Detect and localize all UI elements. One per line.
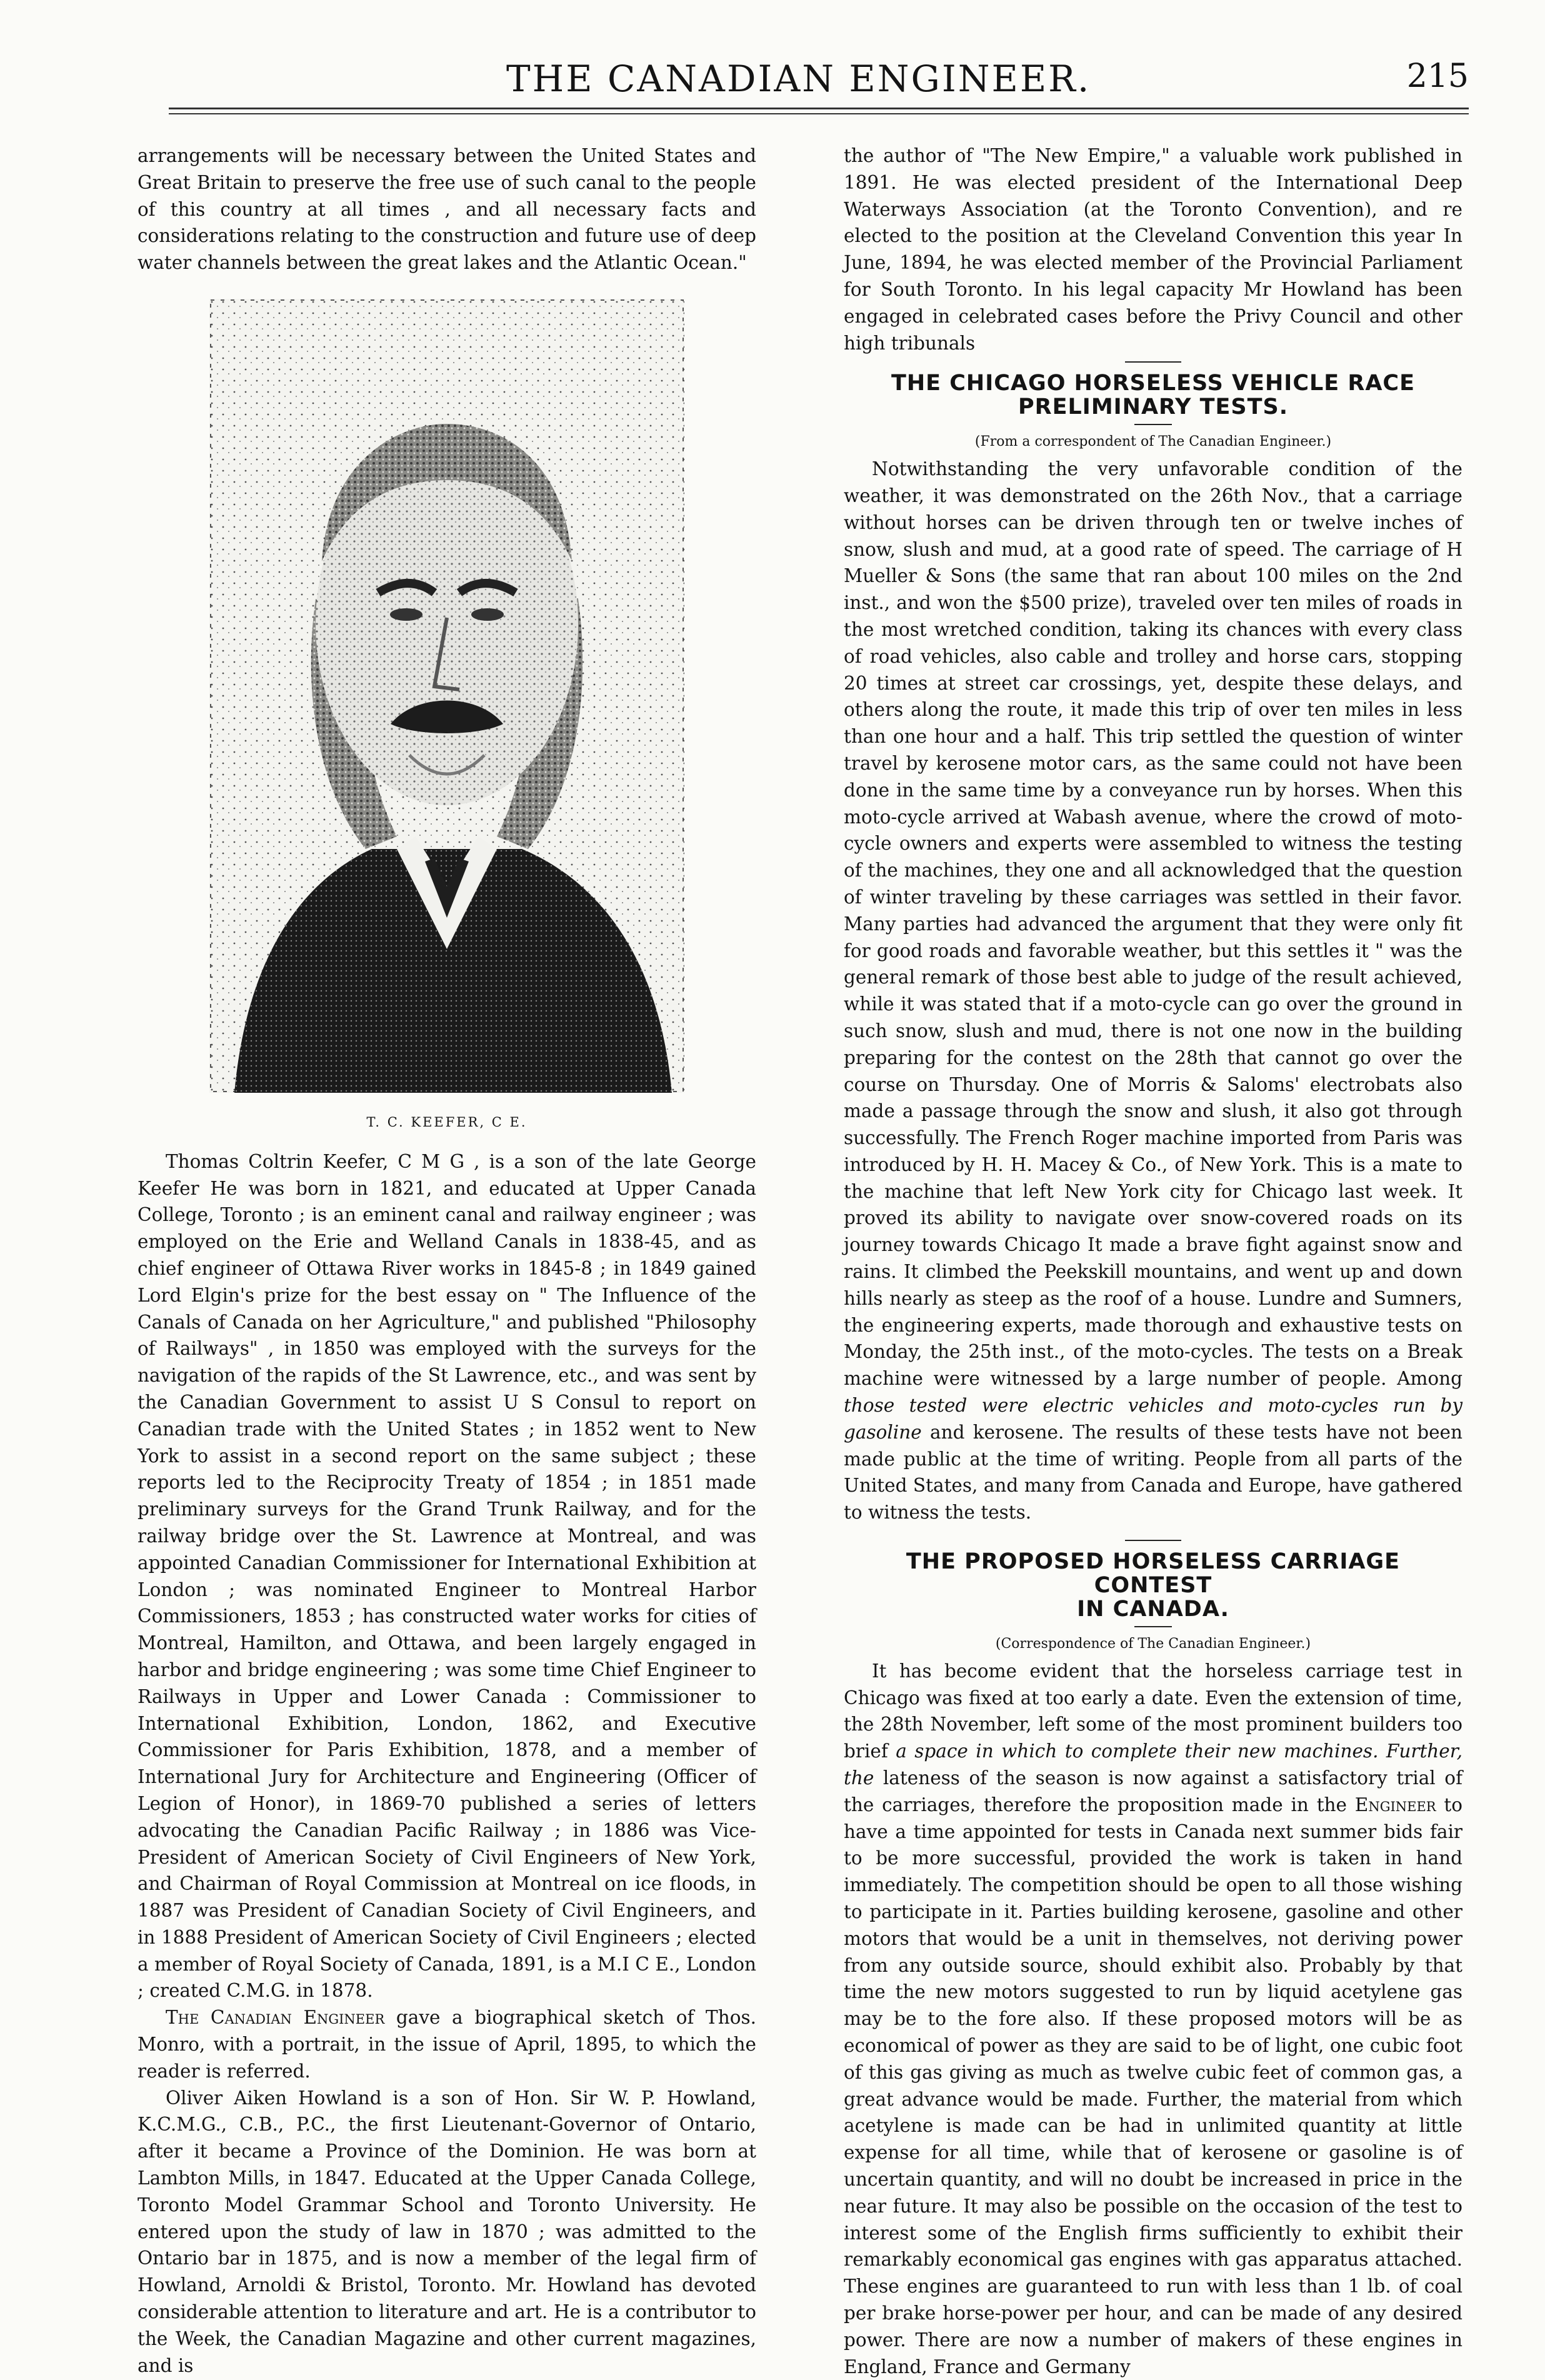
article-canada-title-line2: IN CANADA. [1077,1597,1229,1622]
article-canada-body-mid: lateness of the season is now against a satisfactory trial of the carriages, therefore the proposition made in the [844,1767,1462,1815]
page-number: 215 [1406,58,1469,95]
article-chicago-body [844,456,1462,1526]
portrait-keefer [209,299,684,1093]
article-chicago-title-line1: THE CHICAGO HORSELESS VEHICLE RACE [891,371,1416,396]
portrait-caption: T. C. KEEFER, C E. [366,1114,528,1130]
title-rule-2 [1134,1626,1172,1627]
journal-title: THE CANADIAN ENGINEER. [506,58,1091,100]
article-chicago-body-end: and kerosene. The results of these tests have not been made public at the time of writing. People from all parts of the United States, and many from Canada and Europe, have gathered to witness the tests. [844,1421,1462,1524]
article-chicago-title-line2: PRELIMINARY TESTS. [1018,394,1288,420]
keefer-biography: Thomas Coltrin Keefer, C M G , is a son of the late George Keefer He was born in 1821, and educated at Upper Canada College, Toronto ; is an eminent canal and railway engineer ; was employed on the Erie and Welland Canals in 1838-45, and as chief engineer of Ottawa River works in 1845-8 ; in 1849 gained Lord Elgin's prize for the best essay on " The Influence of the Canals of Canada on her Agriculture," and published "Philosophy of Railways" , in 1850 was employed with the surveys for the navigation of the rapids of the St Lawrence, etc., and was sent by the Canadian Government to assist U S Consul to report on Canadian trade with the United States ; in 1852 went to New York to assist in a second report on the same subject ; these reports led to the Reciprocity Treaty of 1854 ; in 1851 made preliminary surveys for the Grand Trunk Railway, and for the railway bridge over the St. Lawrence at Montreal, and was appointed Canadian Commissioner for International Exhibition at London ; was nominated Engineer to Montreal Harbor Commissioners, 1853 ; has constructed water works for cities of Montreal, Hamilton, and Ottawa, and been largely engaged in harbor and bridge engineering ; was some time Chief Engineer to Railways in Upper and Lower Canada : Commissioner to International Exhibition, London, 1862, and Executive Commissioner for Paris Exhibition, 1878, and a member of International Jury for Architecture and Engineering (Officer of Legion of Honor), in 1869-70 published a series of letters advocating the Canadian Pacific Railway ; in 1886 was Vice-President of American Society of Civil Engineers of New York, and Chairman of Royal Commission at Montreal on ice floods, in 1887 was President of Canadian Society of Civil Engineers, and in 1888 President of American Society of Civil Engineers ; elected a member of Royal Society of Canada, 1891, is a M.I C E., London ; created C.M.G. in 1878. [138,1150,756,2002]
howland-continuation: the author of "The New Empire," a valuable work published in 1891. He was elected president of the International Deep Waterways Association (at the Toronto Convention), and re elected to the position at the Cleveland Convention this year In June, 1894, he was elected member of the Provincial Parliament for South Toronto. In his legal capacity Mr Howland has been engaged in celebrated cases before the Privy Council and other high tribunals [844,145,1462,354]
page-header [169,58,1469,100]
howland-biography: Oliver Aiken Howland is a son of Hon. Sir W. P. Howland, K.C.M.G., C.B., P.C., the first Lieutenant-Governor of Ontario, after it became a Province of the Dominion. He was born at Lambton Mills, in 1847. Educated at the Upper Canada College, Toronto Model Grammar School and Toronto University. He entered upon the study of law in 1870 ; was admitted to the Ontario bar in 1875, and is now a member of the legal firm of Howland, Arnoldi & Bristol, Toronto. Mr. Howland has devoted considerable attention to literature and art. He is a contributor to the Week, the Canadian Magazine and other current magazines, and is [138,2087,756,2376]
engineer-reference [138,2004,756,2084]
engineer-reference-text: gave a biographical sketch of Thos. Monro, with a portrait, in the issue of April, 1895, to which the reader is referred. [138,2007,756,2082]
intro-paragraph: arrangements will be necessary between the United States and Great Britain to preserve the free use of such canal to the people of this country at all times , and all necessary facts and considerations relating to the construction and future use of deep water channels between the great lakes and the Atlantic Ocean." [138,145,756,274]
left-column [138,143,756,2379]
article-chicago-body-italic: those tested were electric vehicles and moto-cycles run by gasoline [844,1395,1462,1443]
section-divider [1125,361,1181,363]
article-chicago-byline: (From a correspondent of The Canadian Engineer.) [974,434,1332,450]
article-chicago-body-text: Notwithstanding the very unfavorable condition of the weather, it was demonstrated on the 26th Nov., that a carriage without horses can be driven through ten or twelve inches of snow, slush and mud, at a good rate of speed. The carriage of H Mueller & Sons (the same that ran about 100 miles on the 2nd inst., and won the $500 prize), traveled over ten miles of roads in the most wretched condition, taking its chances with every class of road vehicles, also cable and trolley and horse cars, stopping 20 times at street car crossings, yet, despite these delays, and others along the route, it made this trip of over ten miles in less than one hour and a half. This trip settled the question of winter travel by kerosene motor cars, as the same could not have been done in the same time by a conveyance run by horses. When this moto-cycle arrived at Wabash avenue, where the crowd of moto-cycle owners and experts were assembled to witness the testing of the machines, they one and all acknowledged that the question of winter traveling by these carriages was settled in their favor. Many parties had advanced the argument that they were only fit for good roads and favorable weather, but this settles it " was the general remark of those best able to judge of the result achieved, while it was stated that if a moto-cycle can go over the ground in such snow, slush and mud, there is not one now in the building preparing for the contest on the 28th that cannot go over the course on Thursday. One of Morris & Saloms' electrobats also made a passage through the snow and slush, it also got through successfully. The French Roger machine imported from Paris was introduced by H. H. Macey & Co., of New York. This is a mate to the machine that left New York city for Chicago last week. It proved its ability to navigate over snow-covered roads on its journey towards Chicago It made a brave fight against snow and rains. It climbed the Peekskill mountains, and went up and down hills nearly as steep as the roof of a house. Lundre and Sumners, the engineering experts, made thorough and exhaustive tests on Monday, the 25th inst., of the moto-cycles. The tests on a Break machine were witnessed by a large number of people. Among [844,458,1462,1390]
article-canada-body-end: to have a time appointed for tests in Canada next summer bids fair to be more successful, provided the work is taken in hand immediately. The competition should be open to all those wishing to participate in it. Parties building kerosene, gasoline and other motors that would be a unit in themselves, not deriving power from any outside source, should exhibit also. Probably by that time the new motors suggested to run by liquid acetylene gas may be to the fore also. If these proposed motors will be as economical of power as they are said to be of light, one cubic foot of this gas giving as much as twelve cubic feet of common gas, a great advance would be made. Further, the material from which acetylene is made can be had in unlimited quantity at little expense for all time, while that of kerosene or gasoline is of uncertain quantity, and will no doubt be increased in price in the near future. It may also be possible on the occasion of the test to interest some of the English firms sufficiently to exhibit their remarkably economical gas engines with gas apparatus attached. These engines are guaranteed to run with less than 1 lb. of coal per brake horse-power per hour, and can be made of any desired power. There are now a number of makers of these engines in England, France and Germany [844,1794,1462,2377]
article-canada-body [844,1658,1462,2380]
right-column [844,143,1462,2380]
article-canada-byline: (Correspondence of The Canadian Engineer.) [995,1636,1311,1652]
header-rule-bottom [169,113,1469,114]
article-canada-engineer-ref: Engineer [1354,1794,1436,1815]
article-canada-body-start: It has become evident that the horseless carriage test in Chicago was fixed at too early a date. Even the extension of time, the 28th November, left some of the most prominent builders too brief [844,1660,1462,1762]
article-canada-body-italic: a space in which to complete their new machines. Further, the [844,1740,1462,1789]
article-chicago-title [844,371,1462,419]
article-canada-title-line1: THE PROPOSED HORSELESS CARRIAGE CONTEST [906,1549,1401,1599]
title-rule [1134,424,1172,425]
article-canada-title [844,1550,1462,1621]
header-rule-top [169,108,1469,109]
engineer-reference-title: The Canadian Engineer [166,2007,385,2029]
section-divider-2 [1125,1540,1181,1541]
portrait-image [209,299,684,1093]
